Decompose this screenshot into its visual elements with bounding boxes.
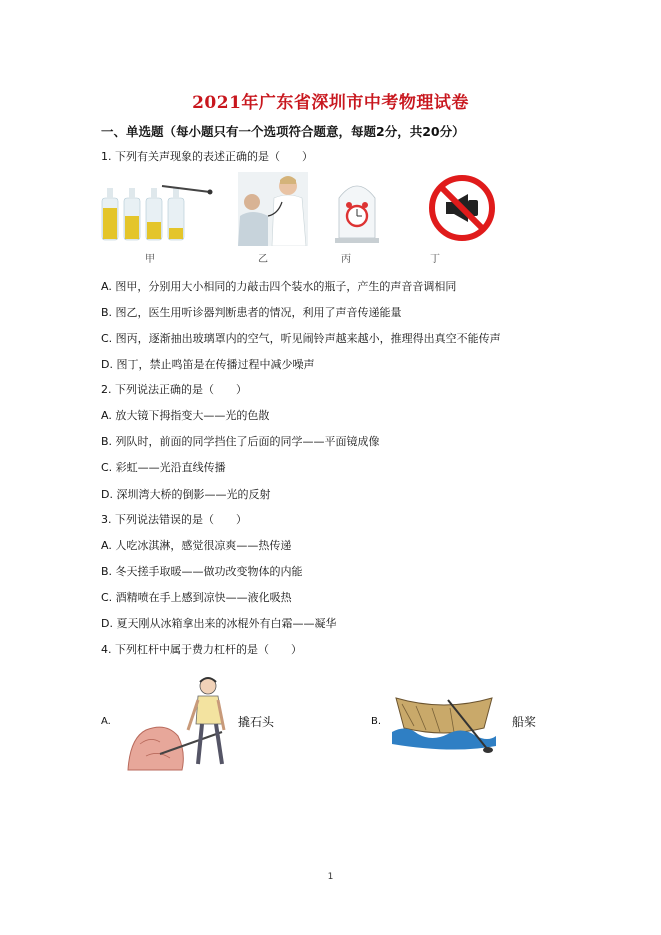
question-1-option-d: D. 图丁，禁止鸣笛是在传播过程中减少噪声 xyxy=(101,358,315,371)
question-3-stem: 3. 下列说法错误的是（ ） xyxy=(101,513,247,526)
question-1-option-a: A. 图甲，分别用大小相同的力敲击四个装水的瓶子，产生的声音音调相同 xyxy=(101,280,457,293)
figure-label-bing: 丙 xyxy=(341,254,351,265)
question-2-option-d: D. 深圳湾大桥的倒影——光的反射 xyxy=(101,488,271,501)
question-3-option-b: B. 冬天搓手取暖——做功改变物体的内能 xyxy=(101,565,303,578)
page-title: 2021年广东省深圳市中考物理试卷 xyxy=(192,93,469,113)
question-2-stem: 2. 下列说法正确的是（ ） xyxy=(101,383,247,396)
question-4-stem: 4. 下列杠杆中属于费力杠杆的是（ ） xyxy=(101,643,302,656)
question-4-option-b-letter: B. xyxy=(371,716,382,727)
question-1-stem: 1. 下列有关声现象的表述正确的是（ ） xyxy=(101,150,313,163)
question-2-option-a: A. 放大镜下拇指变大——光的色散 xyxy=(101,409,270,422)
question-4-option-a-caption: 撬石头 xyxy=(238,715,275,729)
page-number: 1 xyxy=(327,872,334,882)
figure-label-ding: 丁 xyxy=(430,254,440,265)
question-3-option-d: D. 夏天刚从冰箱拿出来的冰棍外有白霜——凝华 xyxy=(101,617,337,630)
question-1-option-b: B. 图乙，医生用听诊器判断患者的情况，利用了声音传递能量 xyxy=(101,306,402,319)
question-3-option-c: C. 酒精喷在手上感到凉快——液化吸热 xyxy=(101,591,292,604)
lever-rock-figure xyxy=(126,674,238,772)
bottles-figure xyxy=(98,178,218,244)
question-4-option-a-letter: A. xyxy=(101,716,111,727)
doctor-stethoscope-figure xyxy=(238,172,308,246)
question-2-option-b: B. 列队时，前面的同学挡住了后面的同学——平面镜成像 xyxy=(101,435,380,448)
boat-oar-figure xyxy=(392,694,496,756)
figure-label-yi: 乙 xyxy=(258,254,268,265)
figure-label-jia: 甲 xyxy=(145,254,155,265)
no-horn-sign-icon xyxy=(428,174,496,242)
section-heading: 一、单选题（每小题只有一个选项符合题意，每题2分，共20分） xyxy=(101,124,465,139)
question-4-option-b-caption: 船桨 xyxy=(512,715,537,729)
question-2-option-c: C. 彩虹——光沿直线传播 xyxy=(101,461,226,474)
bell-jar-alarm-figure xyxy=(335,176,379,246)
question-3-option-a: A. 人吃冰淇淋，感觉很凉爽——热传递 xyxy=(101,539,292,552)
question-1-option-c: C. 图丙，逐渐抽出玻璃罩内的空气，听见闹铃声越来越小，推理得出真空不能传声 xyxy=(101,332,501,345)
